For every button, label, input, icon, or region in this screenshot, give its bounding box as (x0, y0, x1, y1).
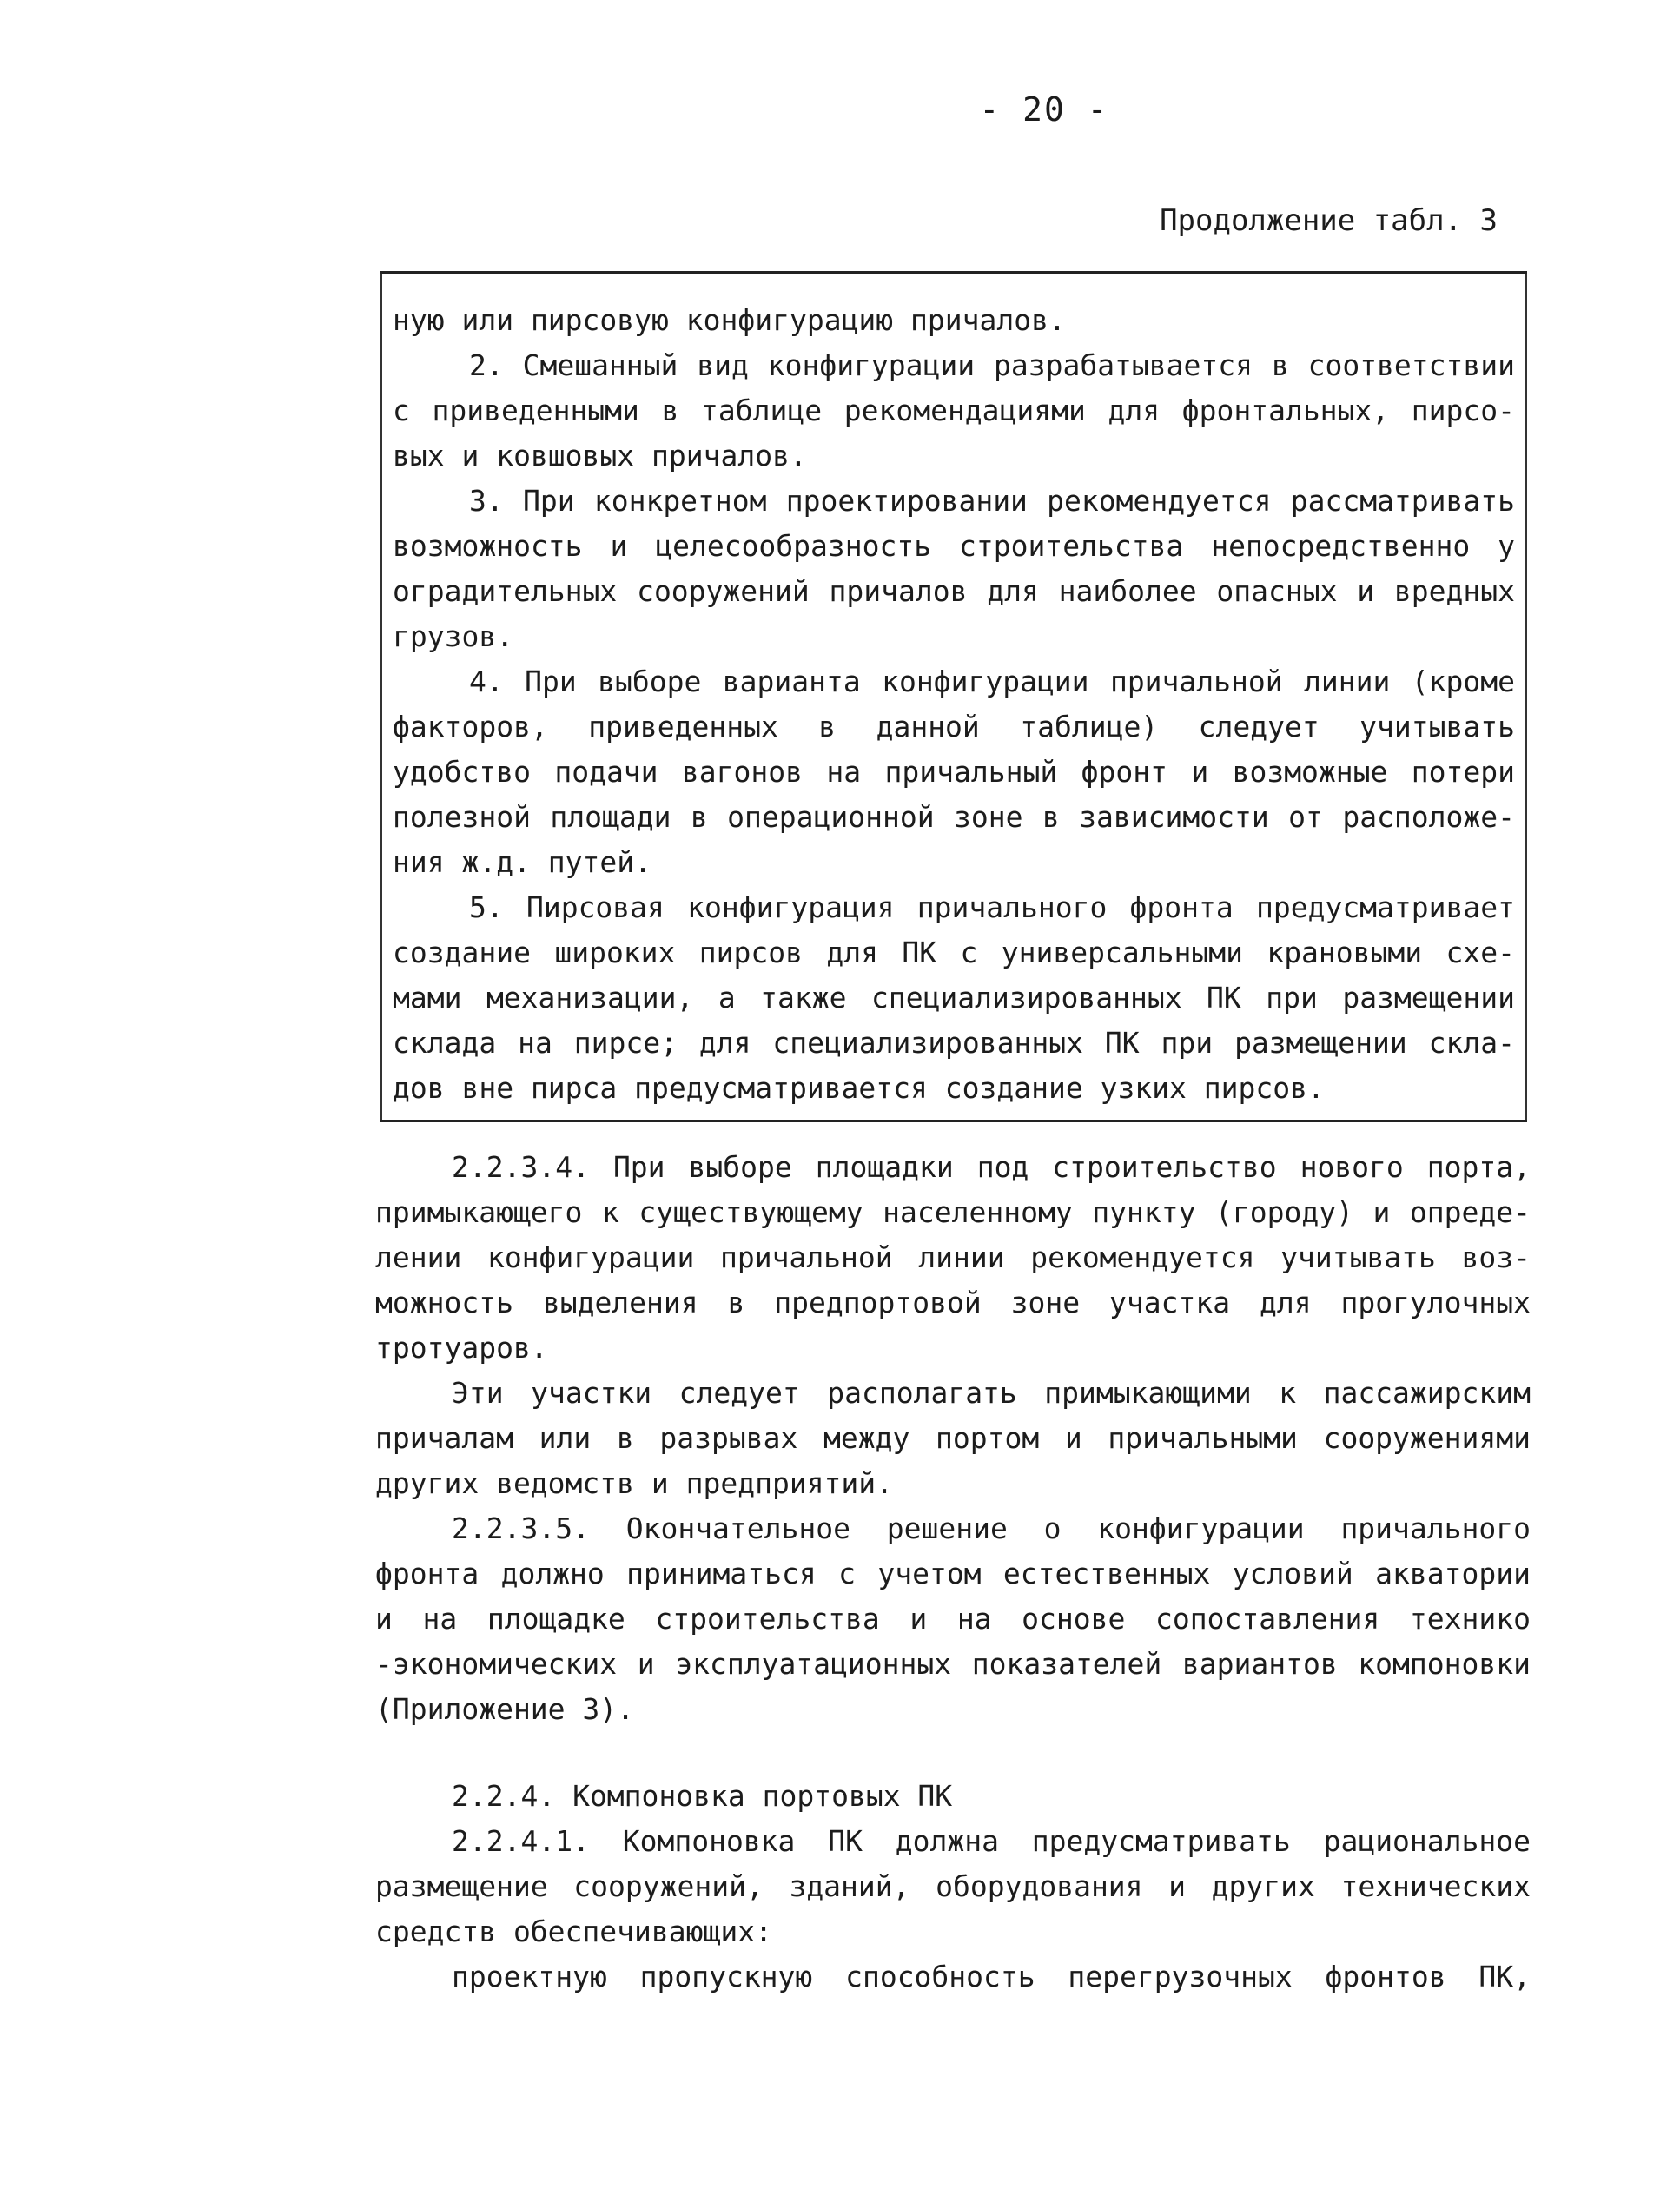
table-text-line: вых и ковшовых причалов. (393, 439, 807, 473)
body-text-line: размещение сооружений, зданий, оборудования и других технических (375, 1869, 1531, 1903)
table-text-line: с приведенными в таблице рекомендациями для фронтальных, пирсо- (393, 393, 1515, 427)
table-text-line: удобство подачи вагонов на причальный фронт и возможные потери (393, 755, 1515, 789)
section-gap (375, 1732, 1531, 1774)
body-text-line: фронта должно приниматься с учетом естественных условий акватории (375, 1557, 1531, 1590)
body-text-line: других ведомств и предприятий. (375, 1466, 894, 1500)
table-text-line: создание широких пирсов для ПК с универсальными крановыми схе- (393, 936, 1515, 969)
body-text-line: 2.2.3.5. Окончательное решение о конфигурации причального (452, 1511, 1531, 1545)
table-text-line: полезной площади в операционной зоне в зависимости от расположе- (393, 800, 1515, 834)
table-text-line: 2. Смешанный вид конфигурации разрабатывается в соответствии (469, 348, 1515, 382)
table-text-line: грузов. (393, 619, 514, 653)
table-text-line: ния ж.д. путей. (393, 845, 652, 879)
table-text-line: возможность и целесообразность строительства непосредственно у (393, 529, 1515, 563)
body-text-line: 2.2.4.1. Компоновка ПК должна предусматривать рациональное (452, 1824, 1531, 1858)
body-text-line: тротуаров. (375, 1331, 548, 1365)
body-text-line: лении конфигурации причальной линии рекомендуется учитывать воз- (375, 1240, 1531, 1274)
page-number: - 20 - (979, 90, 1109, 129)
table-text-line: 5. Пирсовая конфигурация причального фронта предусматривает (469, 890, 1515, 924)
body-text-line: и на площадке строительства и на основе сопоставления технико (375, 1602, 1531, 1636)
body-text-line: (Приложение 3). (375, 1692, 635, 1726)
table-text-line: оградительных сооружений причалов для наиболее опасных и вредных (393, 574, 1515, 608)
table-text-line: мами механизации, а также специализированных ПК при размещении (393, 981, 1515, 1015)
table-text-line: факторов, приведенных в данной таблице) следует учитывать (393, 710, 1515, 744)
table-text-line: ную или пирсовую конфигурацию причалов. (393, 303, 1066, 337)
body-text-line: средств обеспечивающих: (375, 1914, 772, 1948)
body-text-line: причалам или в разрывах между портом и причальными сооружениями (375, 1421, 1531, 1455)
body-text-line: Эти участки следует располагать примыкающими к пассажирским (452, 1376, 1531, 1410)
body-text-line: можность выделения в предпортовой зоне участка для прогулочных (375, 1286, 1531, 1319)
body-text-line: -экономических и эксплуатационных показателей вариантов компоновки (375, 1647, 1531, 1681)
table-continuation-box (380, 271, 1527, 1122)
table-caption: Продолжение табл. 3 (1160, 203, 1498, 238)
table-text-line: дов вне пирса предусматривается создание узких пирсов. (393, 1071, 1325, 1105)
body-text (375, 1145, 1531, 2000)
table-text-line: 3. При конкретном проектировании рекомендуется рассматривать (469, 484, 1515, 518)
body-text-line: 2.2.3.4. При выборе площадки под строительство нового порта, (452, 1150, 1531, 1184)
body-text-line: проектную пропускную способность перегрузочных фронтов ПК, (452, 1960, 1531, 1994)
body-text-line: 2.2.4. Компоновка портовых ПК (452, 1779, 953, 1813)
table-text (393, 298, 1515, 1111)
table-text-line: 4. При выборе варианта конфигурации причальной линии (кроме (469, 665, 1515, 698)
table-text-line: склада на пирсе; для специализированных ПК при размещении скла- (393, 1026, 1515, 1060)
body-text-line: примыкающего к существующему населенному пункту (городу) и опреде- (375, 1195, 1531, 1229)
